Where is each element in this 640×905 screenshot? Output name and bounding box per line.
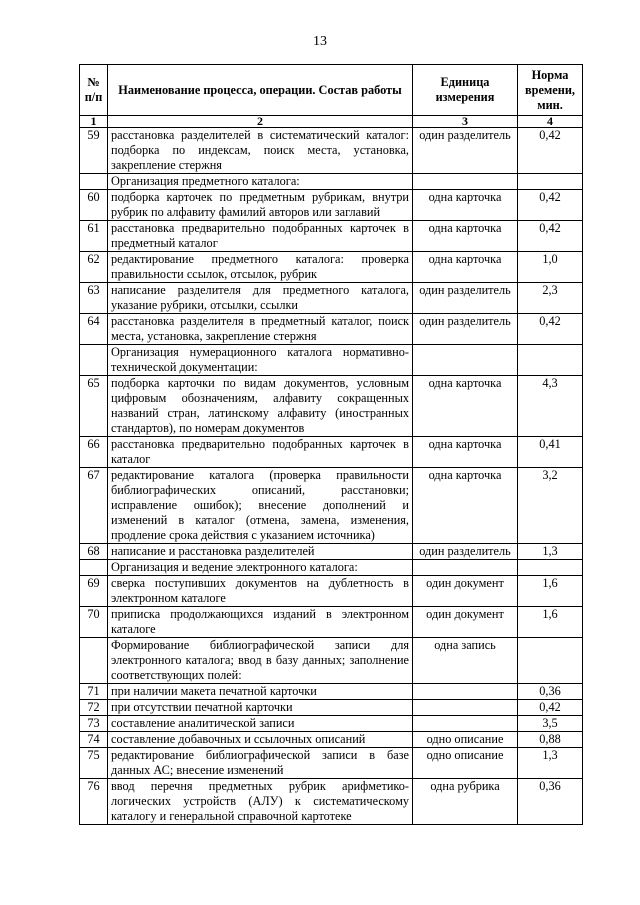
table-row [80,684,583,700]
row-number [80,638,108,684]
row-number: 61 [80,221,108,252]
table-row [80,190,583,221]
time-norm: 3,5 [518,716,583,732]
table-row [80,252,583,283]
time-norm: 4,3 [518,376,583,437]
row-number: 75 [80,748,108,779]
operation-name: расстановка предварительно подобранных карточек в каталог [108,437,413,468]
header-unit: Единица измерения [413,65,518,116]
measurement-unit: одна карточка [413,190,518,221]
operation-name: расстановка разделителя в предметный каталог, поиск места, установка, закрепление стержня [108,314,413,345]
row-number: 69 [80,576,108,607]
operation-name: Организация нумерационного каталога нормативно-технической документации: [108,345,413,376]
row-number [80,174,108,190]
row-number: 59 [80,128,108,174]
operation-name: при отсутствии печатной карточки [108,700,413,716]
operation-name: написание разделителя для предметного каталога, указание рубрики, отсылки, ссылки [108,283,413,314]
time-norm: 1,0 [518,252,583,283]
operation-name: редактирование каталога (проверка правильности библиографических описаний, расстановки; исправление ошибок); внесение дополнений и изменений в каталог (отмена, замена, изменения, продление срока действия с указанием источника) [108,468,413,544]
row-number [80,560,108,576]
table-row [80,437,583,468]
table-row [80,716,583,732]
time-norm [518,174,583,190]
time-norm: 1,6 [518,607,583,638]
row-number: 72 [80,700,108,716]
operation-name: ввод перечня предметных рубрик арифметико-логических устройств (АЛУ) к систематическому каталогу и генеральной справочной картотеке [108,779,413,825]
column-index: 4 [518,116,583,128]
operation-name: расстановка разделителей в систематический каталог: подборка по индексам, поиск места, установка, закрепление стержня [108,128,413,174]
row-number: 65 [80,376,108,437]
table-row [80,468,583,544]
table-row [80,779,583,825]
table-row [80,544,583,560]
header-name: Наименование процесса, операции. Состав работы [108,65,413,116]
row-number: 67 [80,468,108,544]
time-norm: 3,2 [518,468,583,544]
measurement-unit: один разделитель [413,544,518,560]
operation-name: приписка продолжающихся изданий в электронном каталоге [108,607,413,638]
column-index: 3 [413,116,518,128]
operation-name: расстановка предварительно подобранных карточек в предметный каталог [108,221,413,252]
time-norm: 0,42 [518,190,583,221]
time-norm: 0,42 [518,128,583,174]
time-norm: 0,36 [518,684,583,700]
header-norm: Норма времени, мин. [518,65,583,116]
operation-name: составление аналитической записи [108,716,413,732]
header-num: № п/п [80,65,108,116]
table-row [80,576,583,607]
norms-table [79,64,583,825]
measurement-unit: одно описание [413,732,518,748]
column-index: 2 [108,116,413,128]
operation-name: редактирование предметного каталога: проверка правильности ссылок, отсылок, рубрик [108,252,413,283]
operation-name: подборка карточек по предметным рубрикам, внутри рубрик по алфавиту фамилий авторов или заглавий [108,190,413,221]
measurement-unit [413,716,518,732]
time-norm: 0,42 [518,314,583,345]
measurement-unit: одна рубрика [413,779,518,825]
table-header-row [80,65,583,116]
measurement-unit: один разделитель [413,283,518,314]
operation-name: написание и расстановка разделителей [108,544,413,560]
operation-name: Организация и ведение электронного каталога: [108,560,413,576]
time-norm: 0,42 [518,221,583,252]
measurement-unit [413,345,518,376]
row-number: 74 [80,732,108,748]
time-norm [518,345,583,376]
time-norm: 0,88 [518,732,583,748]
table-row [80,748,583,779]
operation-name: подборка карточки по видам документов, условным цифровым обозначениям, алфавиту сокращенных названий стран, латинскому алфавиту (иностранных стандартов), по номерам документов [108,376,413,437]
operation-name: при наличии макета печатной карточки [108,684,413,700]
operation-name: Организация предметного каталога: [108,174,413,190]
table-row [80,607,583,638]
page-number: 13 [313,34,327,49]
table-row [80,700,583,716]
time-norm [518,560,583,576]
row-number: 60 [80,190,108,221]
row-number: 73 [80,716,108,732]
measurement-unit [413,700,518,716]
table-row [80,283,583,314]
table-row [80,221,583,252]
measurement-unit: одно описание [413,748,518,779]
row-number: 66 [80,437,108,468]
table-row [80,376,583,437]
table-row [80,174,583,190]
table-row [80,345,583,376]
column-index-row [80,116,583,128]
table-row [80,560,583,576]
time-norm: 0,42 [518,700,583,716]
row-number: 63 [80,283,108,314]
operation-name: сверка поступивших документов на дублетность в электронном каталоге [108,576,413,607]
time-norm: 1,6 [518,576,583,607]
row-number: 70 [80,607,108,638]
measurement-unit [413,560,518,576]
measurement-unit: одна запись [413,638,518,684]
measurement-unit: одна карточка [413,252,518,283]
measurement-unit: один документ [413,576,518,607]
measurement-unit: одна карточка [413,376,518,437]
time-norm [518,638,583,684]
operation-name: составление добавочных и ссылочных описаний [108,732,413,748]
column-index: 1 [80,116,108,128]
time-norm: 0,36 [518,779,583,825]
operation-name: редактирование библиографической записи в базе данных АС; внесение изменений [108,748,413,779]
table-row [80,128,583,174]
table-row [80,638,583,684]
time-norm: 1,3 [518,748,583,779]
time-norm: 0,41 [518,437,583,468]
measurement-unit [413,174,518,190]
row-number: 68 [80,544,108,560]
row-number: 64 [80,314,108,345]
row-number [80,345,108,376]
time-norm: 1,3 [518,544,583,560]
measurement-unit: один разделитель [413,128,518,174]
measurement-unit: одна карточка [413,437,518,468]
measurement-unit: один разделитель [413,314,518,345]
operation-name: Формирование библиографической записи для электронного каталога; ввод в базу данных; заполнение соответствующих полей: [108,638,413,684]
table-row [80,732,583,748]
row-number: 76 [80,779,108,825]
row-number: 62 [80,252,108,283]
row-number: 71 [80,684,108,700]
table-row [80,314,583,345]
measurement-unit [413,684,518,700]
measurement-unit: одна карточка [413,221,518,252]
measurement-unit: один документ [413,607,518,638]
time-norm: 2,3 [518,283,583,314]
measurement-unit: одна карточка [413,468,518,544]
table-body [80,128,583,825]
